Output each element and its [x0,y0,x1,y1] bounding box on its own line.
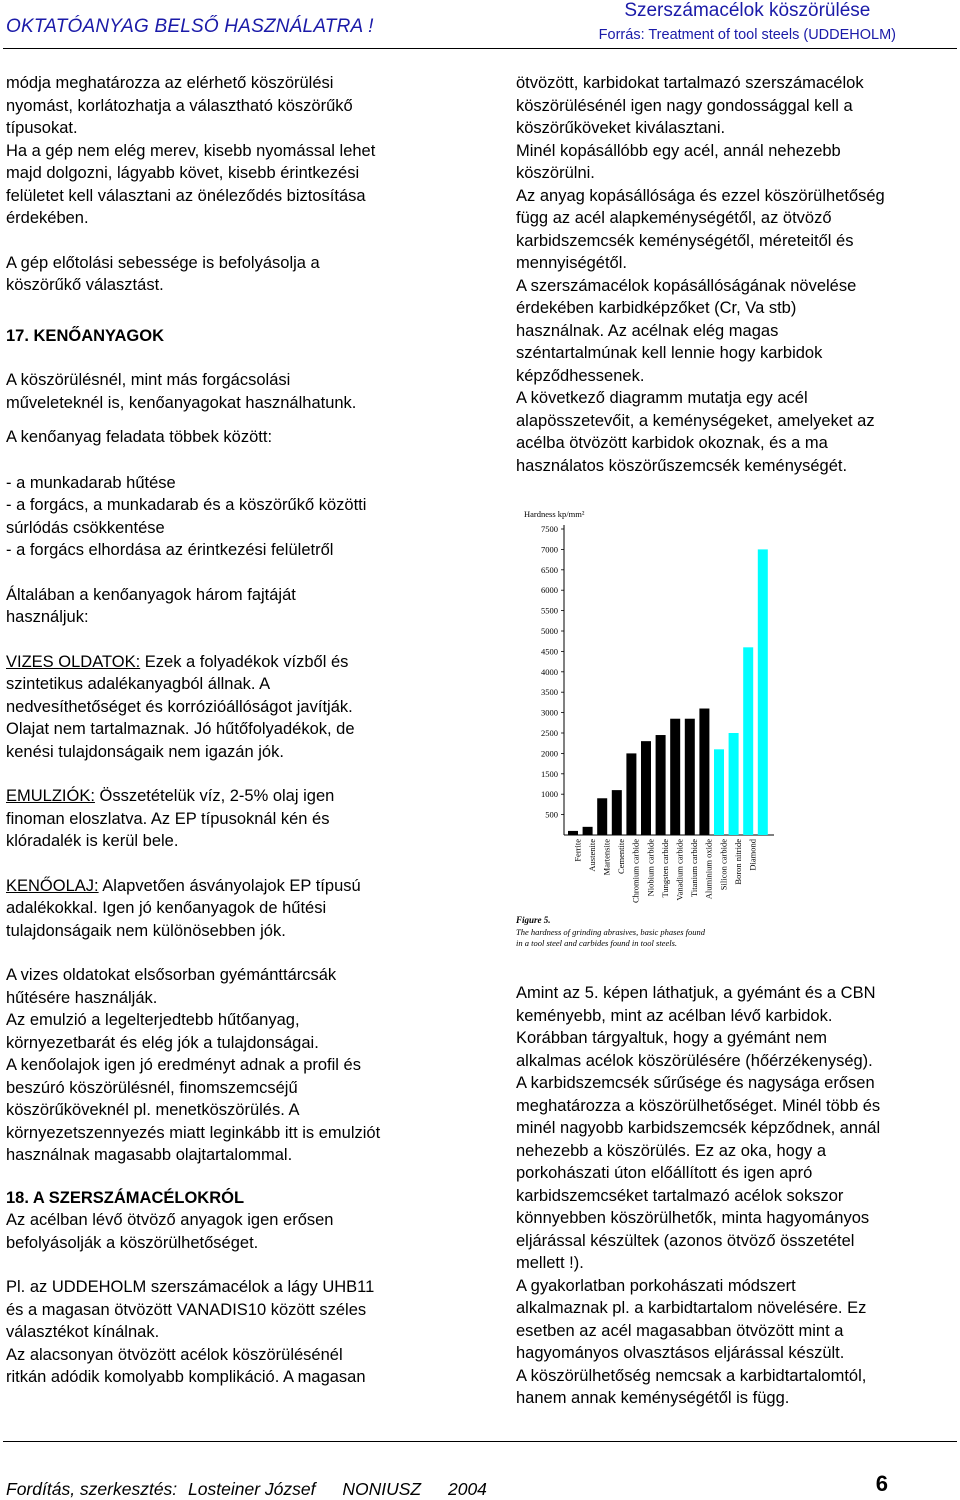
text-line: beszúró köszörülésnél, finomszemcséjű [6,1078,298,1097]
lc-p2 [6,140,486,230]
category-label: Cementite [616,839,627,874]
text-line: Ha a gép nem elég merev, kisebb nyomással lehet [6,141,376,160]
text-line: A vizes oldatokat elsősorban gyémánttárcsák [6,966,337,984]
lc-emul [6,808,486,853]
text-line: adalékokkal. Igen jó kenőanyagok de hűtési [6,899,327,917]
text-line: befolyásolják a köszörülhetőséget. [6,1233,259,1252]
vizes-label: VIZES OLDATOK: [6,652,141,671]
lc-list [6,472,486,562]
bar [670,719,680,835]
text-line: A szerszámacélok kopásállóságának növelése [516,276,857,295]
footer-rule [3,1441,957,1442]
text-line: hagyományos olvasztásos eljárással készült. [516,1344,845,1362]
y-tick-label: 1500 [541,768,558,779]
text-line: választékot kínálnak. [6,1323,160,1341]
header-source: Forrás: Treatment of tool steels (UDDEHOLM) [598,27,896,43]
category-label: Austenite [586,839,597,872]
text-line: felületet kell választani az önéleződés biztosítása [6,186,366,205]
text-line: szintetikus adalékanyagból állnak. A [6,675,271,693]
text-line: könnyebben köszörülhetők, minta hagyományos [516,1209,870,1227]
bar [612,790,622,835]
text-line: Az emulzió a legelterjedtebb hűtőanyag, [6,1011,300,1029]
text-line: Olajat nem tartalmaznak. Jó hűtőfolyadékok, de [6,720,355,738]
text-line: használnak magasabb olajtartalommal. [6,1146,293,1164]
lc-p6 [6,584,486,629]
bar [568,831,578,835]
figure-caption-title: Figure 5. [516,915,551,925]
footer-credit-label: Fordítás, szerkesztés: [6,1479,178,1499]
text-line: ötvözött, karbidokat tartalmazó szerszámacélok [516,74,864,92]
emul-line: EMULZIÓK: Összetételük víz, 2-5% olaj igen [6,787,335,805]
bar [656,735,666,835]
text-line: A köszörülhetőség nemcsak a karbidtartalomtól, [516,1366,867,1385]
y-tick-label: 6500 [541,564,558,575]
text-line: környezetbarát és elég jók a tulajdonságai. [6,1033,319,1052]
category-label: Chromium carbide [630,839,641,903]
category-label: Titanium carbide [689,839,700,897]
category-label: Diamond [747,839,758,871]
bar [626,753,636,835]
lc-p3 [6,252,486,297]
y-tick-label: 5000 [541,626,558,636]
figure-caption-line: The hardness of grinding abrasives, basic phases found [516,927,706,937]
left-column [6,72,486,1389]
text-line: - a forgács elhordása az érintkezési felületről [6,541,334,559]
bar [641,741,651,835]
lc-keno [6,897,486,942]
text-line: hanem annak keménységétől is függ. [516,1389,790,1407]
y-tick-label: 7000 [541,544,558,555]
text-line: képződhessenek. [516,366,645,385]
text-line: minél nagyobb karbidszemcsék képződnek, annál [516,1119,881,1137]
keno-line: KENŐOLAJ: Alapvetően ásványolajok EP típusú [6,876,361,895]
bar [729,733,739,835]
text-line: műveleteknél is, kenőanyagokat használhatunk. [6,393,357,412]
text-line: ritkán adódik komolyabb komplikáció. A magasan [6,1368,366,1386]
category-label: Niobium carbide [645,839,656,897]
text-line: módja meghatározza az elérhető köszörülési [6,74,334,92]
text-line: köszörűköveknél pl. menetköszörülés. A [6,1101,300,1119]
category-label: Aluminium oxide [703,839,714,900]
bar [597,798,607,835]
y-tick-label: 7500 [541,524,558,534]
text-line: Amint az 5. képen láthatjuk, a gyémánt és a CBN [516,984,876,1002]
text-line: súrlódás csökkentése [6,518,165,537]
bar [685,719,695,835]
text-line: majd dolgozni, lágyabb követ, kisebb érintkezési [6,164,360,182]
lc-p7 [6,964,486,1167]
bar [758,549,768,835]
hardness-chart [512,505,782,960]
y-tick-label: 500 [545,809,558,820]
category-label: Vanadium carbide [674,839,685,901]
keno-label: KENŐOLAJ: [6,876,99,895]
text-line: és a magasan ötvözött VANADIS10 között széles [6,1300,367,1319]
y-tick-label: 1000 [541,789,558,800]
footer-year: 2004 [447,1479,487,1499]
text-line: A köszörülésnél, mint más forgácsolási [6,371,291,389]
category-label: Silicon carbide [718,839,729,891]
text-line: típusokat. [6,119,78,137]
y-tick-label: 6000 [541,585,558,596]
lc-p5 [6,426,486,449]
category-label: Boron nitride [732,839,743,885]
category-label: Tungsten carbide [659,839,670,898]
text-line: függ az acél alapkeménységétől, az ötvöző [516,209,832,227]
text-line: használatos köszörűszemcsék keménységét. [516,456,848,475]
lc-vizes [6,673,486,763]
text-line: Pl. az UDDEHOLM szerszámacélok a lágy UHB11 [6,1278,375,1296]
text-line: - a forgács, a munkadarab és a köszörűkő közötti [6,496,367,514]
text-line: A kenőanyag feladata többek között: [6,428,273,446]
header-left-notice: OKTATÓANYAG BELSŐ HASZNÁLATRA ! [6,16,374,37]
text-line: - a munkadarab hűtése [6,473,176,492]
text-line: Minél kopásállóbb egy acél, annál nehezebb [516,141,841,160]
heading-17: 17. KENŐANYAGOK [6,326,165,345]
text-line: környezetszennyezés miatt leginkább itt is emulziót [6,1123,381,1142]
text-line: nehezebb a köszörülés. Ez az oka, hogy a [516,1141,827,1160]
text-line: Korábban tárgyaltuk, hogy a gyémánt nem [516,1029,827,1047]
text-line: használnak. Az acélnak elég magas [516,321,779,340]
heading-18: 18. A SZERSZÁMACÉLOKRÓL [6,1188,245,1207]
right-column-bottom [516,982,956,1410]
text-line: acélba ötvözött karbidok okoznak, és a ma [516,434,828,452]
page-number: 6 [875,1471,888,1496]
text-line: kenési tulajdonságaik nem igazán jók. [6,742,284,761]
text-line: klóradalék is kerül bele. [6,832,179,850]
figure-caption-line: in a tool steel and carbides found in tool steels. [516,938,678,948]
text-line: alapösszetevőit, a keménységeket, amelyeket az [516,411,875,430]
bar [714,749,724,835]
header-title: Szerszámacélok köszörülése [624,0,871,21]
text-line: karbidszemcséket tartalmazó acélok sokszor [516,1186,844,1205]
y-tick-label: 4000 [541,666,558,677]
y-tick-label: 3000 [541,707,558,718]
text-line: A karbidszemcsék sűrűsége és nagysága erősen [516,1074,875,1092]
footer-author: Losteiner József [188,1479,316,1499]
lc-p9 [6,1276,486,1389]
text-line: széntartalmúnak kell lennie hogy karbidok [516,344,823,362]
y-tick-label: 2000 [541,748,558,759]
text-line: Az acélban lévő ötvöző anyagok igen erősen [6,1211,334,1229]
text-line: meghatározza a köszörülhetőséget. Minél több és [516,1096,881,1115]
text-line: karbidszemcsék keménységétől, méreteitől és [516,231,854,250]
text-line: hűtésére használják. [6,988,158,1007]
text-line: alkalmas acélok köszörülésére (hőérzékenység). [516,1051,873,1070]
text-line: köszörülni. [516,164,595,182]
bar [743,647,753,835]
text-line: mellett !). [516,1254,584,1272]
y-tick-label: 3500 [541,687,558,698]
text-line: A gép előtolási sebessége is befolyásolja a [6,253,320,272]
vizes-line: VIZES OLDATOK: Ezek a folyadékok vízből és [6,652,349,671]
text-line: Az alacsonyan ötvözött acélok köszörülésénél [6,1345,343,1364]
text-line: érdekében karbidképzőket (Cr, Va stb) [516,299,797,317]
right-column-top [516,72,956,477]
text-line: Az anyag kopásállósága és ezzel köszörülhetőség [516,186,885,205]
text-line: keményebb, mint az acélban lévő karbidok. [516,1006,833,1025]
lc-p1 [6,72,486,140]
text-line: nedvesíthetőséget és korrózióállóságot javítják. [6,697,353,716]
lc-p4 [6,369,486,414]
text-line: mennyiségétől. [516,254,627,272]
text-line: alkalmaznak pl. a karbidtartalom növelésére. Ez [516,1299,867,1317]
y-axis-label: Hardness kp/mm² [524,509,585,519]
text-line: eljárással készültek (azonos ötvöző összetétel [516,1231,855,1250]
text-line: A következő diagramm mutatja egy acél [516,389,808,407]
text-line: finoman eloszlatva. Az EP típusoknál kén és [6,809,330,828]
text-line: köszörűköveket kiválasztani. [516,119,726,137]
footer-credit [6,1478,487,1500]
hardness-chart-svg [512,505,782,960]
text-line: esetben az acél magasabban ötvözött mint a [516,1321,844,1340]
text-line: A gyakorlatban porkohászati módszert [516,1276,796,1295]
y-tick-label: 5500 [541,605,558,616]
text-line: nyomást, korlátozhatja a választható köszörűkő [6,96,353,115]
rc-p2 [516,982,956,1410]
lc-p8 [6,1209,486,1254]
text-line: A kenőolajok igen jó eredményt adnak a profil és [6,1056,361,1074]
rc-p1 [516,72,956,477]
text-line: köszörűkő választást. [6,276,164,294]
header-rule [3,48,957,49]
text-line: használjuk: [6,608,89,626]
text-line: köszörülésénél igen nagy gondossággal kell a [516,96,853,115]
header-right [599,0,896,45]
text-line: tulajdonságaik nem különösebben jók. [6,921,286,940]
text-line: Általában a kenőanyagok három fajtáját [6,585,296,604]
text-line: porkohászati úton előállított és igen apró [516,1164,813,1182]
y-tick-label: 4500 [541,646,558,657]
bar [583,827,593,835]
bar [699,709,709,835]
y-tick-label: 2500 [541,728,558,738]
text-line: érdekében. [6,209,89,227]
category-label: Martensite [601,839,612,876]
category-label: Ferrite [572,839,583,862]
emul-label: EMULZIÓK: [6,787,95,805]
footer-org: NONIUSZ [342,1479,422,1499]
